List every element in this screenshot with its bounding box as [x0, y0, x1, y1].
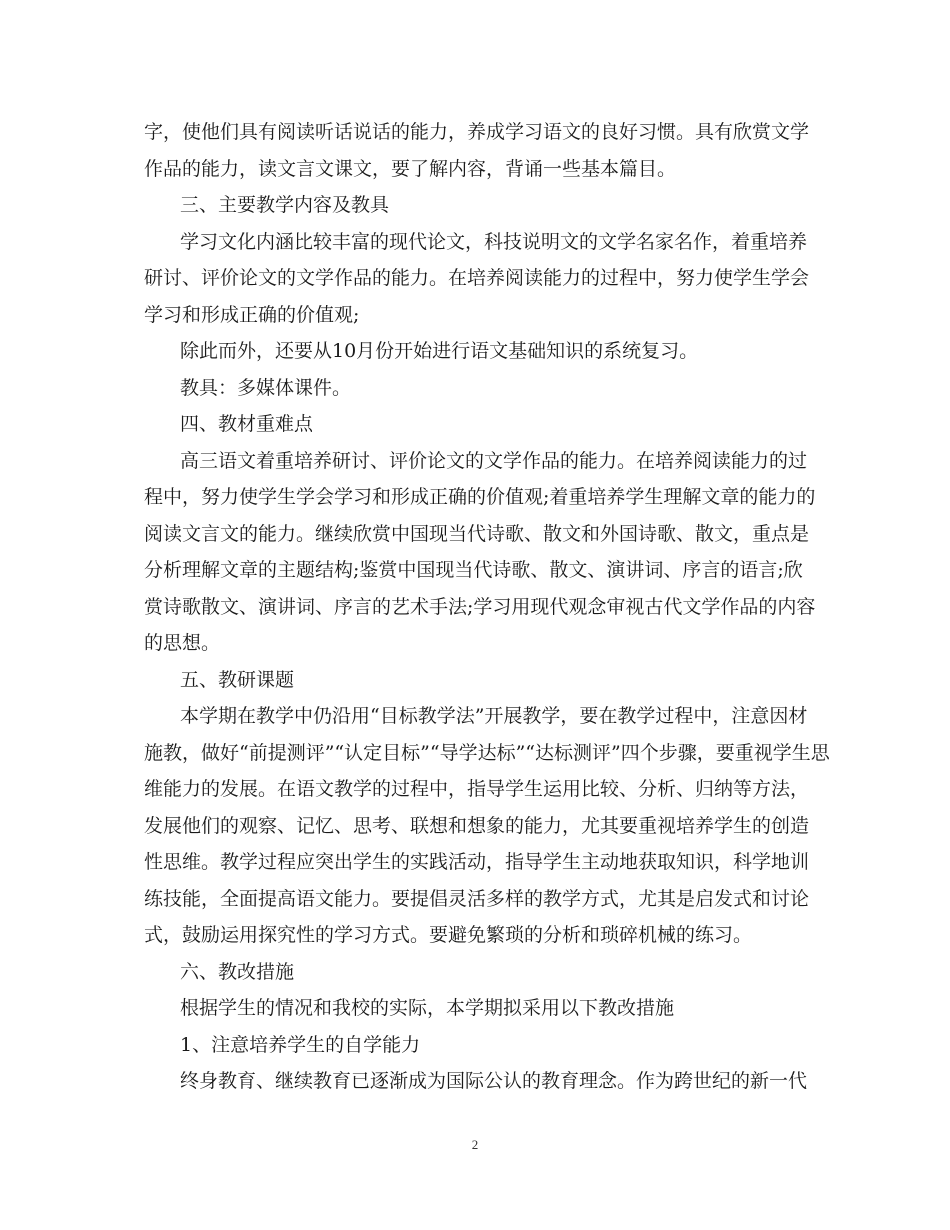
paragraph-line-indented: 学习文化内涵比较丰富的现代论文，科技说明文的文学名家名作，着重培养: [180, 230, 808, 253]
paragraph-line: 字，使他们具有阅读听话说话的能力，养成学习语文的良好习惯。具有欣赏文学: [144, 121, 810, 143]
paragraph-line-indented: 教具：多媒体课件。: [180, 376, 352, 399]
paragraph-line: 程中，努力使学生学会学习和形成正确的价值观;着重培养学生理解文章的能力的: [144, 486, 816, 508]
document-body: [144, 114, 830, 1100]
paragraph-line: 学习和形成正确的价值观;: [144, 303, 360, 326]
paragraph-line: 性思维。教学过程应突出学生的实践活动，指导学生主动地获取知识，科学地训: [144, 851, 810, 873]
paragraph-line-indented: 高三语文着重培养研讨、评价论文的文学作品的能力。在培养阅读能力的过: [180, 449, 808, 472]
paragraph-line: 分析理解文章的主题结构;鉴赏中国现当代诗歌、散文、演讲词、序言的语言;欣: [144, 559, 803, 581]
paragraph-line: 维能力的发展。在语文教学的过程中，指导学生运用比较、分析、归纳等方法，: [144, 778, 810, 800]
paragraph-line: 的思想。: [144, 632, 221, 654]
paragraph-line: 练技能，全面提高语文能力。要提倡灵活多样的教学方式，尤其是启发式和讨论: [144, 887, 810, 910]
paragraph-line-indented: 1、注意培养学生的自学能力: [180, 1033, 421, 1056]
paragraph-line: 研讨、评价论文的文学作品的能力。在培养阅读能力的过程中，努力使学生学会: [144, 267, 810, 289]
paragraph-line-indented: 六、教改措施: [180, 960, 295, 983]
paragraph-line: 作品的能力，读文言文课文，要了解内容，背诵一些基本篇目。: [144, 157, 677, 180]
paragraph-line: 赏诗歌散文、演讲词、序言的艺术手法;学习用现代观念审视古代文学作品的内容: [144, 595, 816, 618]
paragraph-line: 发展他们的观察、记忆、思考、联想和想象的能力，尤其要重视培养学生的创造: [144, 814, 810, 837]
paragraph-line-indented: 根据学生的情况和我校的实际，本学期拟采用以下教改措施: [180, 997, 675, 1019]
paragraph-line: 式，鼓励运用探究性的学习方式。要避免繁琐的分析和琐碎机械的练习。: [144, 924, 753, 946]
paragraph-line-indented: 四、教材重难点: [180, 413, 314, 435]
paragraph-line: 施教，做好“前提测评”“认定目标”“导学达标”“达标测评”四个步骤，要重视学生思: [144, 741, 830, 764]
paragraph-line-indented: 除此而外，还要从10月份开始进行语文基础知识的系统复习。: [180, 340, 699, 362]
paragraph-line-indented: 终身教育、继续教育已逐渐成为国际公认的教育理念。作为跨世纪的新一代: [180, 1070, 808, 1092]
paragraph-line-indented: 本学期在教学中仍沿用“目标教学法”开展教学，要在教学过程中，注意因材: [180, 705, 808, 727]
paragraph-line: 阅读文言文的能力。继续欣赏中国现当代诗歌、散文和外国诗歌、散文，重点是: [144, 522, 810, 545]
paragraph-line-indented: 五、教研课题: [180, 668, 295, 691]
page-number: 2: [471, 1137, 479, 1152]
paragraph-line-indented: 三、主要教学内容及教具: [180, 194, 390, 216]
